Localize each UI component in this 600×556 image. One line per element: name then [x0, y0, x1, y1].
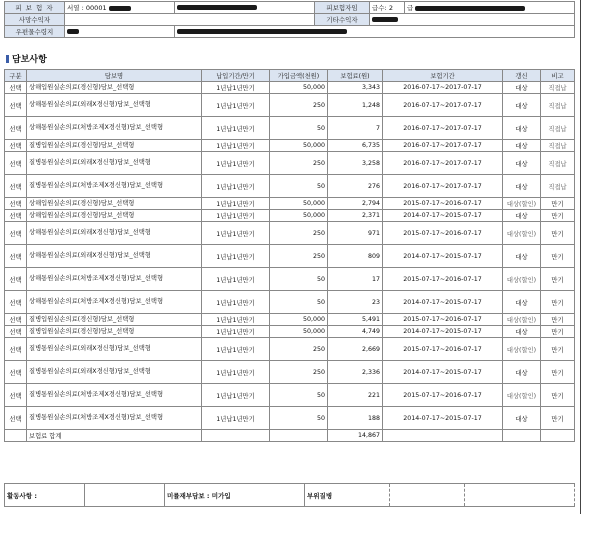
table-row: 선택 질병통원실손의료(외래X경신형)담보_선택형 1년납1년만기 250 3,258 2016-07-17~2017-07-17 대상 직접납 [5, 152, 575, 175]
table-row: 선택 상해입원실손의료(경신형)담보_선택형 1년납1년만기 50,000 2,794 2015-07-17~2016-07-17 대상(할인) 만기 [5, 198, 575, 210]
injury-label: 부위질병 [305, 484, 390, 507]
grade-cell: 급수: 2 [370, 2, 405, 14]
redacted-value [372, 17, 398, 22]
table-row: 선택 상해통원실손의료(처방조제X경신형)담보_선택형 1년납1년만기 50 23 2014-07-17~2015-07-17 대상 만기 [5, 291, 575, 314]
mailing-address [175, 26, 575, 38]
total-row [5, 430, 575, 442]
table-header-row [5, 70, 575, 82]
table-row: 선택 상해통원실손의료(외래X경신형)담보_선택형 1년납1년만기 250 1,248 2016-07-17~2017-07-17 대상 직접납 [5, 94, 575, 117]
table-row: 선택 질병입원실손의료(경신형)담보_선택형 1년납1년만기 50,000 6,735 2016-07-17~2017-07-17 대상 직접납 [5, 140, 575, 152]
table-row: 선택 상해입원실손의료(경신형)담보_선택형 1년납1년만기 50,000 2,371 2014-07-17~2015-07-17 대상 만기 [5, 210, 575, 222]
col-header-amount: 가입금액(천원) [270, 70, 328, 82]
death-beneficiary-value [65, 14, 315, 26]
redacted-value [109, 6, 131, 11]
table-row: 선택 질병통원실손의료(외래X경신형)담보_선택형 1년납1년만기 250 2,336 2014-07-17~2015-07-17 대상 만기 [5, 361, 575, 384]
table-row: 선택 질병통원실손의료(처방조제X경신형)담보_선택형 1년납1년만기 50 188 2014-07-17~2015-07-17 대상 만기 [5, 407, 575, 430]
table-row: 선택 질병입원실손의료(경신형)담보_선택형 1년납1년만기 50,000 4,749 2014-07-17~2015-07-17 대상 만기 [5, 326, 575, 338]
insured-seq: 서열 : 00001 [65, 2, 175, 14]
grade-detail: 급 [405, 2, 575, 14]
table-row: 선택 상해통원실손의료(외래X경신형)담보_선택형 1년납1년만기 250 971 2015-07-17~2016-07-17 대상(할인) 만기 [5, 222, 575, 245]
col-header-term: 납입기간/만기 [202, 70, 270, 82]
table-row: 선택 질병통원실손의료(처방조제X경신형)담보_선택형 1년납1년만기 50 276 2016-07-17~2017-07-17 대상 직접납 [5, 175, 575, 198]
redacted-value [177, 29, 347, 34]
insured-seq-value: 00001 [85, 4, 107, 12]
table-row: 선택 질병통원실손의료(외래X경신형)담보_선택형 1년납1년만기 250 2,669 2015-07-17~2016-07-17 대상(할인) 만기 [5, 338, 575, 361]
other-beneficiary-value [370, 14, 575, 26]
unpaid-coverage: 미률재부담보 : 미가입 [165, 484, 305, 507]
footer-table [4, 483, 575, 507]
insured-info-table [4, 1, 575, 38]
coverage-table [4, 69, 575, 442]
death-beneficiary-label: 사망수익자 [5, 14, 65, 26]
redacted-value [67, 29, 79, 34]
col-header-renewal: 갱신 [503, 70, 541, 82]
grade-value: 2 [388, 4, 393, 12]
special-label: 활동사항 : [5, 484, 85, 507]
col-header-premium: 보험료(원) [328, 70, 383, 82]
insured-person-label: 피보험자임 [315, 2, 370, 14]
table-row: 선택 상해통원실손의료(외래X경신형)담보_선택형 1년납1년만기 250 809 2014-07-17~2015-07-17 대상 만기 [5, 245, 575, 268]
redacted-value [177, 5, 257, 10]
redacted-value [415, 6, 525, 11]
table-row: 선택 상해입원실손의료(경신형)담보_선택형 1년납1년만기 50,000 3,343 2016-07-17~2017-07-17 대상 직접납 [5, 82, 575, 94]
col-header-name: 담보명 [27, 70, 202, 82]
insured-label: 피 보 험 자 [5, 2, 65, 14]
total-premium: 14,867 [328, 430, 383, 442]
mailing-zip [65, 26, 175, 38]
col-header-type: 구분 [5, 70, 27, 82]
table-row: 선택 질병입원실손의료(경신형)담보_선택형 1년납1년만기 50,000 5,491 2015-07-17~2016-07-17 대상(할인) 만기 [5, 314, 575, 326]
mailing-label: 우편물수령지 [5, 26, 65, 38]
col-header-period: 보험기간 [383, 70, 503, 82]
section-marker-icon [6, 55, 9, 63]
table-row: 선택 질병통원실손의료(처방조제X경신형)담보_선택형 1년납1년만기 50 221 2015-07-17~2016-07-17 대상(할인) 만기 [5, 384, 575, 407]
section-title: 담보사항 [6, 52, 47, 65]
table-row: 선택 상해통원실손의료(처방조제X경신형)담보_선택형 1년납1년만기 50 7 2016-07-17~2017-07-17 대상 직접납 [5, 117, 575, 140]
insured-name [175, 2, 315, 14]
table-row: 선택 상해통원실손의료(처방조제X경신형)담보_선택형 1년납1년만기 50 17 2015-07-17~2016-07-17 대상(할인) 만기 [5, 268, 575, 291]
col-header-note: 비고 [541, 70, 575, 82]
total-label: 보험료 합계 [27, 430, 202, 442]
other-beneficiary-label: 기타수익자 [315, 14, 370, 26]
